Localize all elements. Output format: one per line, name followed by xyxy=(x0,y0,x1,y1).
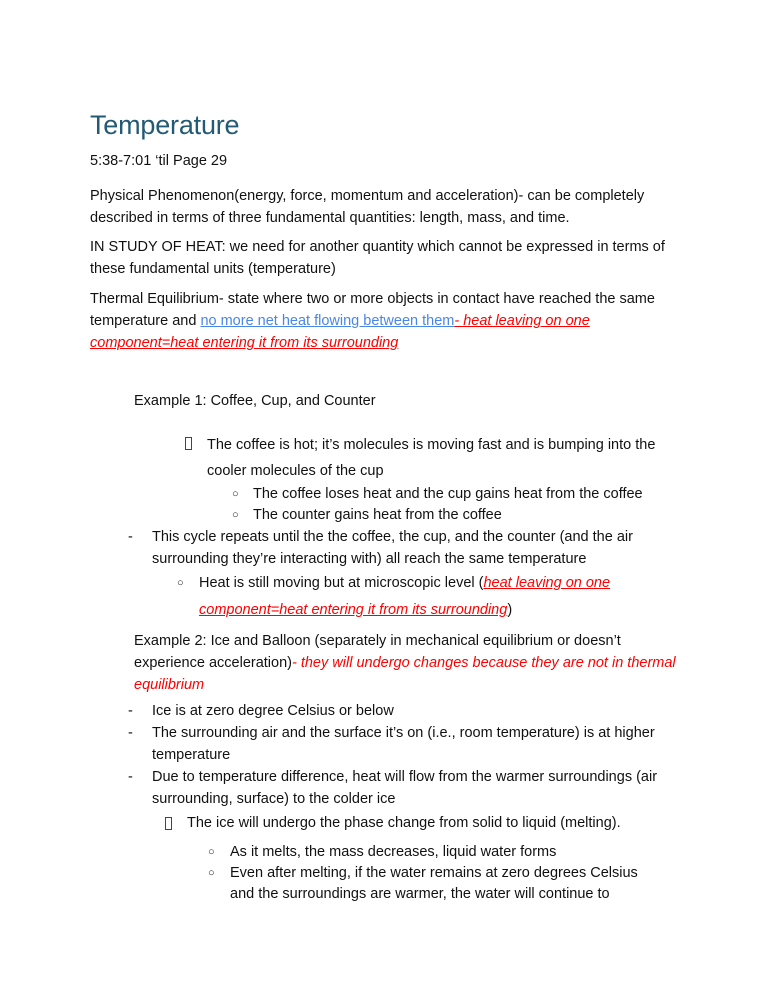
dash-bullet-icon: - xyxy=(128,769,133,785)
tofu-bullet-marker xyxy=(185,432,207,459)
dash-bullet-icon: - xyxy=(128,529,133,545)
list-item-cycle-repeats xyxy=(90,526,678,570)
list-item-text: Due to temperature difference, heat will flow from the warmer surroundings (air surrounding, surface) to the colder ice xyxy=(152,769,658,807)
list-item-phase-change xyxy=(90,812,678,837)
list-item-text: The ice will undergo the phase change from solid to liquid (melting). xyxy=(187,815,621,831)
example2-heading-plain: Example 2: Ice and Balloon (separately in mechanical equilibrium or doesn’t experience acceleration) xyxy=(134,633,621,671)
dash-bullet-icon: - xyxy=(128,703,133,719)
example1-heading: Example 1: Coffee, Cup, and Counter xyxy=(134,393,376,409)
list-item-text: The surrounding air and the surface it’s on (i.e., room temperature) is at higher temperature xyxy=(152,725,655,763)
dash-bullet-icon: - xyxy=(128,725,133,741)
list-item-text: The counter gains heat from the coffee xyxy=(253,507,502,523)
list-item-counter-gains xyxy=(90,505,678,526)
paragraph-thermal-equilibrium xyxy=(90,288,678,354)
hyperlink-no-net-heat[interactable]: no more net heat flowing between them xyxy=(200,313,455,329)
example2-heading xyxy=(134,630,678,696)
list-item-text: As it melts, the mass decreases, liquid water forms xyxy=(230,844,557,860)
subtitle-timestamp: 5:38-7:01 ‘til Page 29 xyxy=(90,153,228,169)
tofu-bullet-marker xyxy=(165,812,187,837)
list-item-text: This cycle repeats until the the coffee, the cup, and the counter (and the air surrounding they’re interacting with) all reach the same temperature xyxy=(152,529,633,567)
circle-bullet-icon: ○ xyxy=(208,846,215,858)
circle-bullet-icon: ○ xyxy=(208,867,215,879)
list-item-text: The coffee is hot; it’s molecules is moving fast and is bumping into the cooler molecules of the cup xyxy=(207,437,656,479)
circle-bullet-icon: ○ xyxy=(232,509,239,521)
list-item-text: The coffee loses heat and the cup gains heat from the coffee xyxy=(253,486,643,502)
list-item-heat-flow xyxy=(90,766,678,810)
tofu-bullet-icon xyxy=(185,437,192,450)
micro-plain-text: Heat is still moving but at microscopic level ( xyxy=(199,575,484,591)
list-item-coffee-hot xyxy=(90,432,678,484)
circle-bullet-icon: ○ xyxy=(232,488,239,500)
thermal-plain-text: Thermal Equilibrium- state where two or more objects in contact have reached the same temperature and xyxy=(90,291,655,329)
list-item-text xyxy=(199,570,678,624)
circle-bullet-icon: ○ xyxy=(177,577,184,589)
example2-heading-red: - they will undergo changes because they are not in thermal equilibrium xyxy=(134,655,676,693)
list-item-text: Even after melting, if the water remains at zero degrees Celsius and the surroundings are warmer, the water will continue to xyxy=(230,865,638,902)
micro-close-paren: ) xyxy=(507,602,513,618)
list-item-heat-still-moving xyxy=(90,570,678,624)
list-item-even-after xyxy=(90,863,678,905)
thermal-red-annotation: - heat leaving on one component=heat entering it from its surrounding xyxy=(90,313,590,351)
micro-red-annotation: heat leaving on one component=heat entering it from its surrounding xyxy=(199,575,611,618)
paragraph-study-of-heat: IN STUDY OF HEAT: we need for another quantity which cannot be expressed in terms of these fundamental units (temperature) xyxy=(90,239,665,277)
list-item-coffee-loses xyxy=(90,484,678,505)
list-item-ice-zero xyxy=(90,700,678,722)
tofu-bullet-icon xyxy=(165,817,172,830)
paragraph-physical-phenomenon: Physical Phenomenon(energy, force, momentum and acceleration)- can be completely described in terms of three fundamental quantities: length, mass, and time. xyxy=(90,188,645,226)
list-item-text: Ice is at zero degree Celsius or below xyxy=(152,703,394,719)
list-item-melts xyxy=(90,842,678,863)
list-item-surrounding-air xyxy=(90,722,678,766)
page-title: Temperature xyxy=(90,110,240,140)
